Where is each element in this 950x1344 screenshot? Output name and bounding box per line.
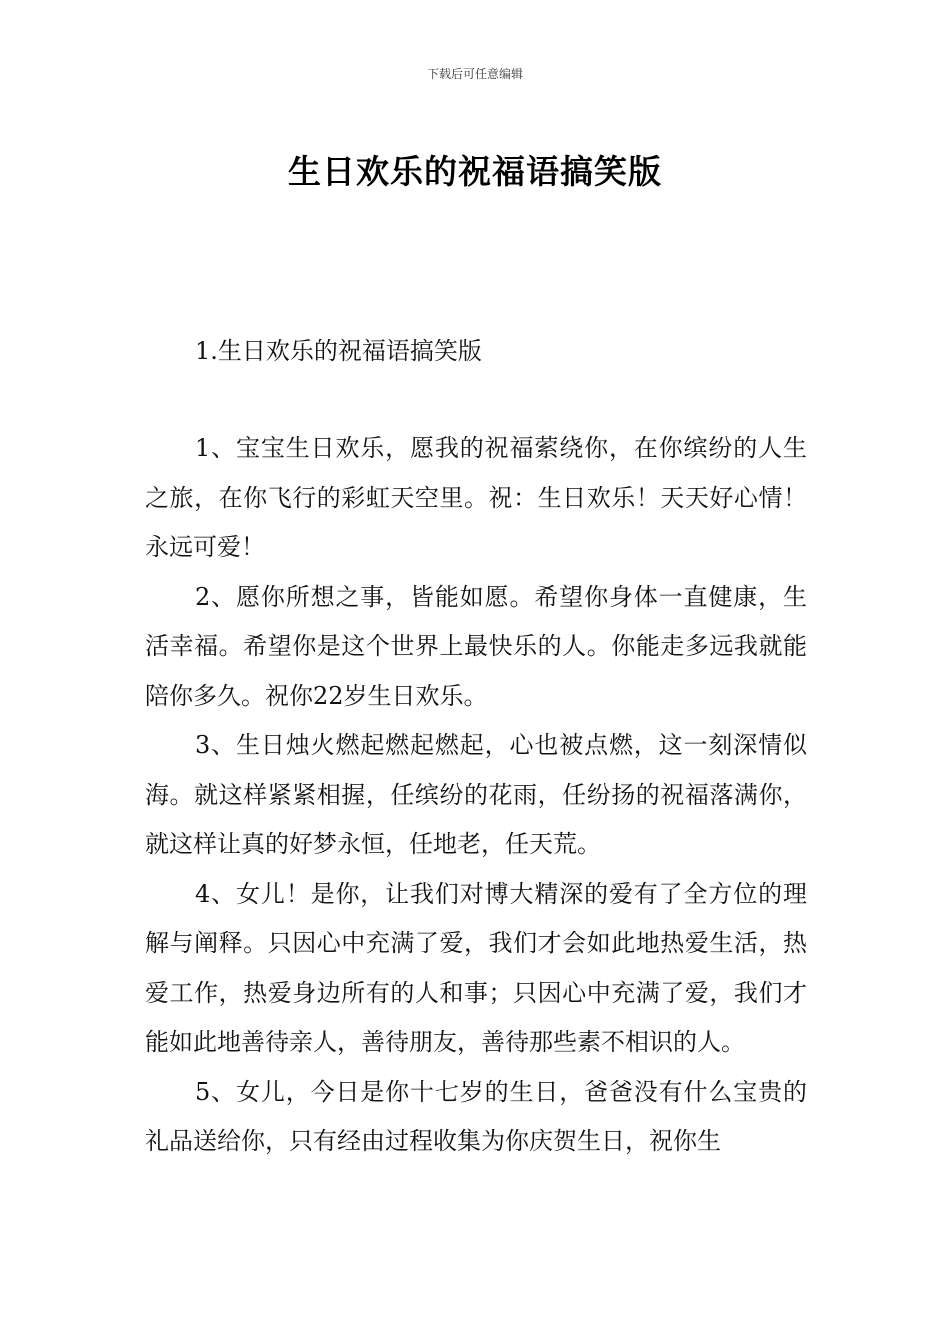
page-header-note: 下载后可任意编辑: [426, 67, 523, 81]
paragraph-1: 1、宝宝生日欢乐，愿我的祝福萦绕你，在你缤纷的人生之旅，在你飞行的彩虹天空里。祝：生日欢乐！天天好心情！永远可爱！: [145, 434, 807, 561]
section-heading: 1.生日欢乐的祝福语搞笑版: [195, 337, 482, 365]
paragraph-2: 2、愿你所想之事，皆能如愿。希望你身体一直健康，生活幸福。希望你是这个世界上最快乐的人。你能走多远我就能陪你多久。祝你22岁生日欢乐。: [145, 582, 807, 710]
paragraph-5: 5、女儿，今日是你十七岁的生日，爸爸没有什么宝贵的礼品送给你，只有经由过程收集为你庆贺生日，祝你生: [145, 1077, 807, 1155]
paragraph-list: [145, 424, 807, 1167]
document-title: 生日欢乐的祝福语搞笑版: [288, 152, 662, 192]
paragraph-3: 3、生日烛火燃起燃起燃起，心也被点燃，这一刻深情似海。就这样紧紧相握，任缤纷的花雨，任纷扬的祝福落满你，就这样让真的好梦永恒，任地老，任天荒。: [145, 731, 807, 858]
document-body: [145, 326, 807, 1167]
paragraph-4: 4、女儿！是你，让我们对博大精深的爱有了全方位的理解与阐释。只因心中充满了爱，我们才会如此地热爱生活，热爱工作，热爱身边所有的人和事；只因心中充满了爱，我们才能如此地善待亲人，善待朋友，善待那些素不相识的人。: [145, 879, 807, 1056]
